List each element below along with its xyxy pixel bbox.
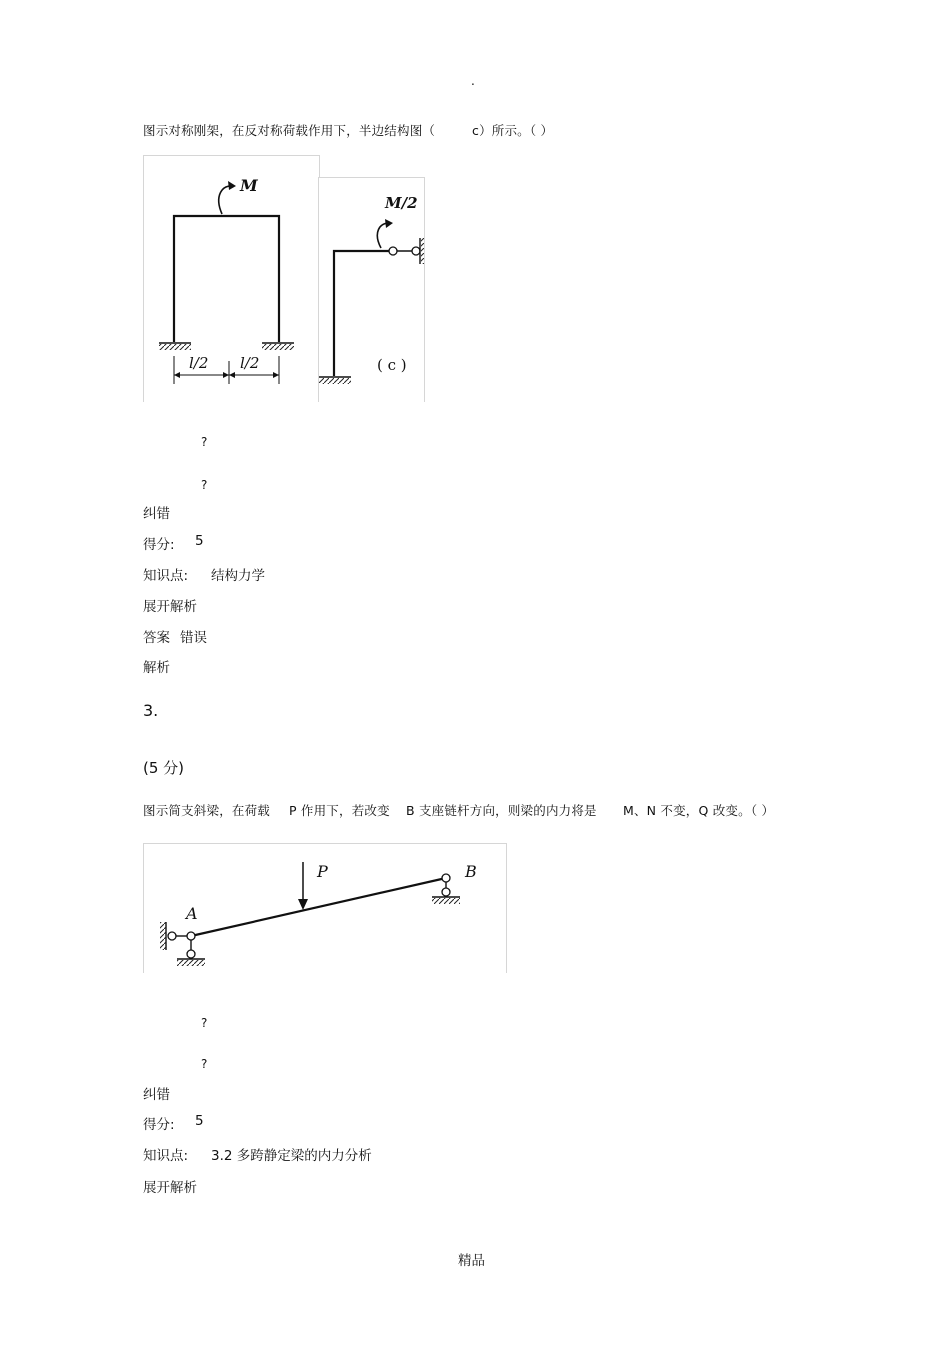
correct-error-link[interactable]: 纠错 bbox=[143, 506, 170, 522]
half-structure-figure bbox=[318, 177, 425, 402]
dim-left-label: l/2 bbox=[189, 354, 209, 372]
option-1-marker[interactable]: ? bbox=[201, 435, 208, 449]
moment-label: M bbox=[240, 176, 258, 195]
question-3-text-c: B 支座链杆方向，则梁的内力将是 bbox=[406, 803, 597, 818]
q3-knowledge-label: 知识点: bbox=[143, 1148, 189, 1164]
load-label: P bbox=[317, 862, 328, 881]
answer-label: 答案 bbox=[143, 630, 170, 646]
question-3-number: 3. bbox=[143, 701, 159, 720]
half-moment-arrow-icon bbox=[377, 223, 391, 248]
half-moment-label: M/2 bbox=[385, 194, 418, 212]
support-a-label: A bbox=[186, 904, 198, 923]
question-3-points: (5 分) bbox=[143, 759, 185, 777]
option-2-marker[interactable]: ? bbox=[201, 478, 208, 492]
answer-value: 错误 bbox=[180, 630, 207, 646]
knowledge-value: 结构力学 bbox=[211, 568, 265, 584]
analysis-label: 解析 bbox=[143, 660, 170, 676]
score-value: 5 bbox=[195, 533, 204, 549]
dim-right-label: l/2 bbox=[240, 354, 260, 372]
question-3-text-d: M、N 不变，Q 改变。（ ） bbox=[623, 803, 775, 818]
question-2-text-end: c）所示。（ ） bbox=[472, 123, 554, 138]
q3-score-label: 得分: bbox=[143, 1117, 175, 1133]
knowledge-label: 知识点: bbox=[143, 568, 189, 584]
q3-knowledge-value: 3.2 多跨静定梁的内力分析 bbox=[211, 1148, 372, 1164]
q3-option-2-marker[interactable]: ? bbox=[201, 1057, 208, 1071]
score-label: 得分: bbox=[143, 537, 175, 553]
question-3-text-a: 图示简支斜梁，在荷载 bbox=[143, 803, 271, 818]
figure-caption: ( c ) bbox=[377, 356, 407, 374]
q3-expand-analysis-link[interactable]: 展开解析 bbox=[143, 1180, 197, 1196]
symmetric-frame-figure bbox=[143, 155, 320, 402]
header-dot: . bbox=[471, 74, 475, 88]
inclined-beam-figure bbox=[143, 843, 507, 973]
question-2-text-start: 图示对称刚架，在反对称荷载作用下，半边结构图（ bbox=[143, 123, 436, 138]
moment-arrow-icon bbox=[219, 186, 234, 214]
load-arrow-icon bbox=[298, 899, 308, 910]
q3-score-value: 5 bbox=[195, 1113, 204, 1129]
q3-option-1-marker[interactable]: ? bbox=[201, 1016, 208, 1030]
question-3-text-b: P 作用下，若改变 bbox=[289, 803, 390, 818]
q3-correct-error-link[interactable]: 纠错 bbox=[143, 1087, 170, 1103]
support-b-label: B bbox=[465, 862, 477, 881]
expand-analysis-link[interactable]: 展开解析 bbox=[143, 599, 197, 615]
footer-text: 精品 bbox=[458, 1253, 485, 1269]
